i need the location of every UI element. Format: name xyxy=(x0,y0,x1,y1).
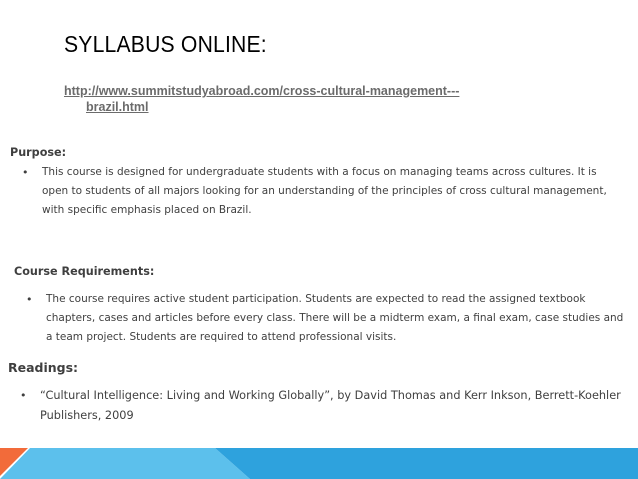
footer-light-blue-shape xyxy=(0,448,250,479)
purpose-line-3: with specific emphasis placed on Brazil. xyxy=(42,204,252,216)
footer-decoration xyxy=(0,448,638,479)
readings-bullet xyxy=(20,386,635,428)
requirements-line-1: The course requires active student participation. Students are expected to read the assigned textbook xyxy=(46,293,586,305)
bullet-icon: • xyxy=(20,389,27,402)
requirements-heading: Course Requirements: xyxy=(14,265,155,278)
purpose-text xyxy=(42,163,607,220)
syllabus-link-line2: brazil.html xyxy=(86,100,149,114)
purpose-heading: Purpose: xyxy=(10,146,67,159)
purpose-line-1: This course is designed for undergraduate students with a focus on managing teams across cultures. It is xyxy=(42,166,597,178)
syllabus-link-block xyxy=(64,83,534,115)
syllabus-link[interactable] xyxy=(64,84,534,115)
bullet-icon: • xyxy=(26,293,33,306)
syllabus-link-line1: http://www.summitstudyabroad.com/cross-cultural-management--- xyxy=(64,84,460,98)
readings-line-2: Publishers, 2009 xyxy=(40,409,134,422)
readings-text xyxy=(40,386,621,426)
purpose-bullet xyxy=(22,163,632,223)
readings-line-1: “Cultural Intelligence: Living and Working Globally”, by David Thomas and Kerr Inkson, Berrett-Koehler xyxy=(40,389,621,402)
requirements-line-3: a team project. Students are required to attend professional visits. xyxy=(46,331,397,343)
requirements-bullet xyxy=(26,290,636,350)
footer-blue-shape xyxy=(215,448,638,479)
requirements-line-2: chapters, cases and articles before every class. There will be a midterm exam, a final exam, case studies and xyxy=(46,312,624,324)
bullet-icon: • xyxy=(22,166,29,179)
requirements-text xyxy=(46,290,623,347)
slide-title: SYLLABUS ONLINE: xyxy=(64,31,267,57)
purpose-line-2: open to students of all majors looking for an understanding of the principles of cross cultural management, xyxy=(42,185,607,197)
readings-heading: Readings: xyxy=(8,360,79,375)
